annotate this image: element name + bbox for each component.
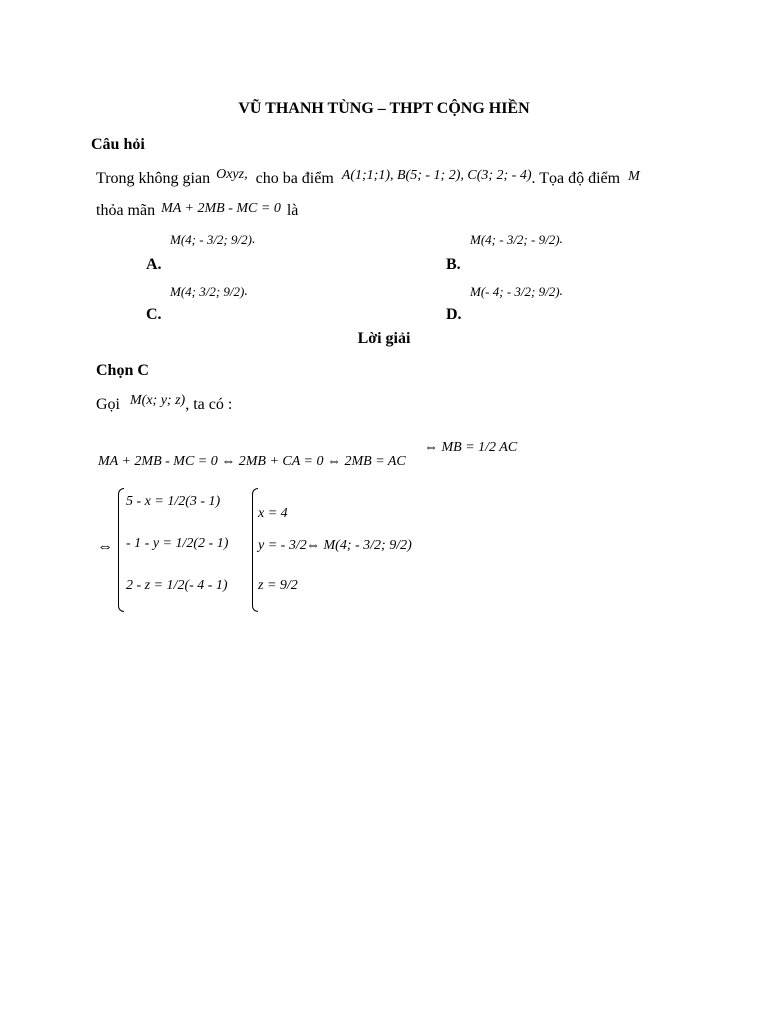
solution-line-1-text: MA + 2MB - MC = 0 ⇔ 2MB + CA = 0 ⇔ 2MB = AC <box>98 454 406 469</box>
option-c-expr: M(4; 3/2; 9/2) . <box>170 284 248 299</box>
points-list: A(1;1;1), B(5; - 1; 2), C(3; 2; - 4) <box>341 168 532 183</box>
point-m: M <box>628 169 640 184</box>
question-line-2 <box>96 202 298 220</box>
section-solution: Lời giải <box>357 330 411 347</box>
option-c-text: M(4; 3/2; 9/2) <box>170 284 245 299</box>
condition-expr: MA + 2MB - MC = 0 <box>161 201 281 216</box>
system-2-eq-3: z = 9/2 <box>258 578 298 593</box>
question-text-4: thỏa mãn <box>96 202 156 219</box>
solution-line-1-tail <box>424 440 517 456</box>
section-question: Câu hỏi <box>91 136 145 153</box>
answer-choice: Chọn C <box>96 362 149 379</box>
system-1-brace <box>118 488 124 612</box>
system-2-eq-2: y = - 3/2 <box>258 538 307 553</box>
question-text-2: cho ba điểm <box>255 170 334 187</box>
option-a-label: A. <box>146 256 162 273</box>
system-1-eq-3: 2 - z = 1/2(- 4 - 1) <box>126 578 228 593</box>
solution-line-1 <box>98 454 406 470</box>
option-d-text: M(- 4; - 3/2; 9/2) <box>470 284 560 299</box>
page-header: VŨ THANH TÙNG – THPT CỘNG HIỀN <box>238 100 530 117</box>
question-text-5: là <box>286 202 299 219</box>
solution-call-expr: M(x; y; z) <box>130 393 186 408</box>
system-1-eq-1: 5 - x = 1/2(3 - 1) <box>126 494 221 509</box>
option-b-text: M(4; - 3/2; - 9/2) <box>470 232 560 247</box>
system-2-eq-1: x = 4 <box>258 506 288 521</box>
option-a-expr: M(4; - 3/2; 9/2) . <box>170 232 256 247</box>
option-d-label: D. <box>446 306 462 323</box>
space-name: Oxyz, <box>216 167 248 182</box>
solution-line-1-tail-text: ⇔ MB = 1/2 AC <box>424 440 518 455</box>
question-line-1 <box>96 167 640 188</box>
solution-call-line <box>96 393 233 414</box>
solution-result: ⇔ M(4; - 3/2; 9/2) <box>306 538 412 553</box>
system-1-eq-2: - 1 - y = 1/2(2 - 1) <box>126 536 229 551</box>
question-text-3: . Tọa độ điểm <box>531 170 621 187</box>
question-text-1: Trong không gian <box>96 170 211 187</box>
option-a-text: M(4; - 3/2; 9/2) <box>170 232 252 247</box>
solution-call-tail: , ta có : <box>185 396 233 413</box>
option-c-label: C. <box>146 306 162 323</box>
equiv-symbol: ⇔ <box>97 538 113 555</box>
option-b-label: B. <box>446 256 461 273</box>
option-d-expr: M(- 4; - 3/2; 9/2) . <box>470 284 564 299</box>
option-b-expr: M(4; - 3/2; - 9/2) . <box>470 232 564 247</box>
solution-call: Gọi <box>96 396 120 413</box>
